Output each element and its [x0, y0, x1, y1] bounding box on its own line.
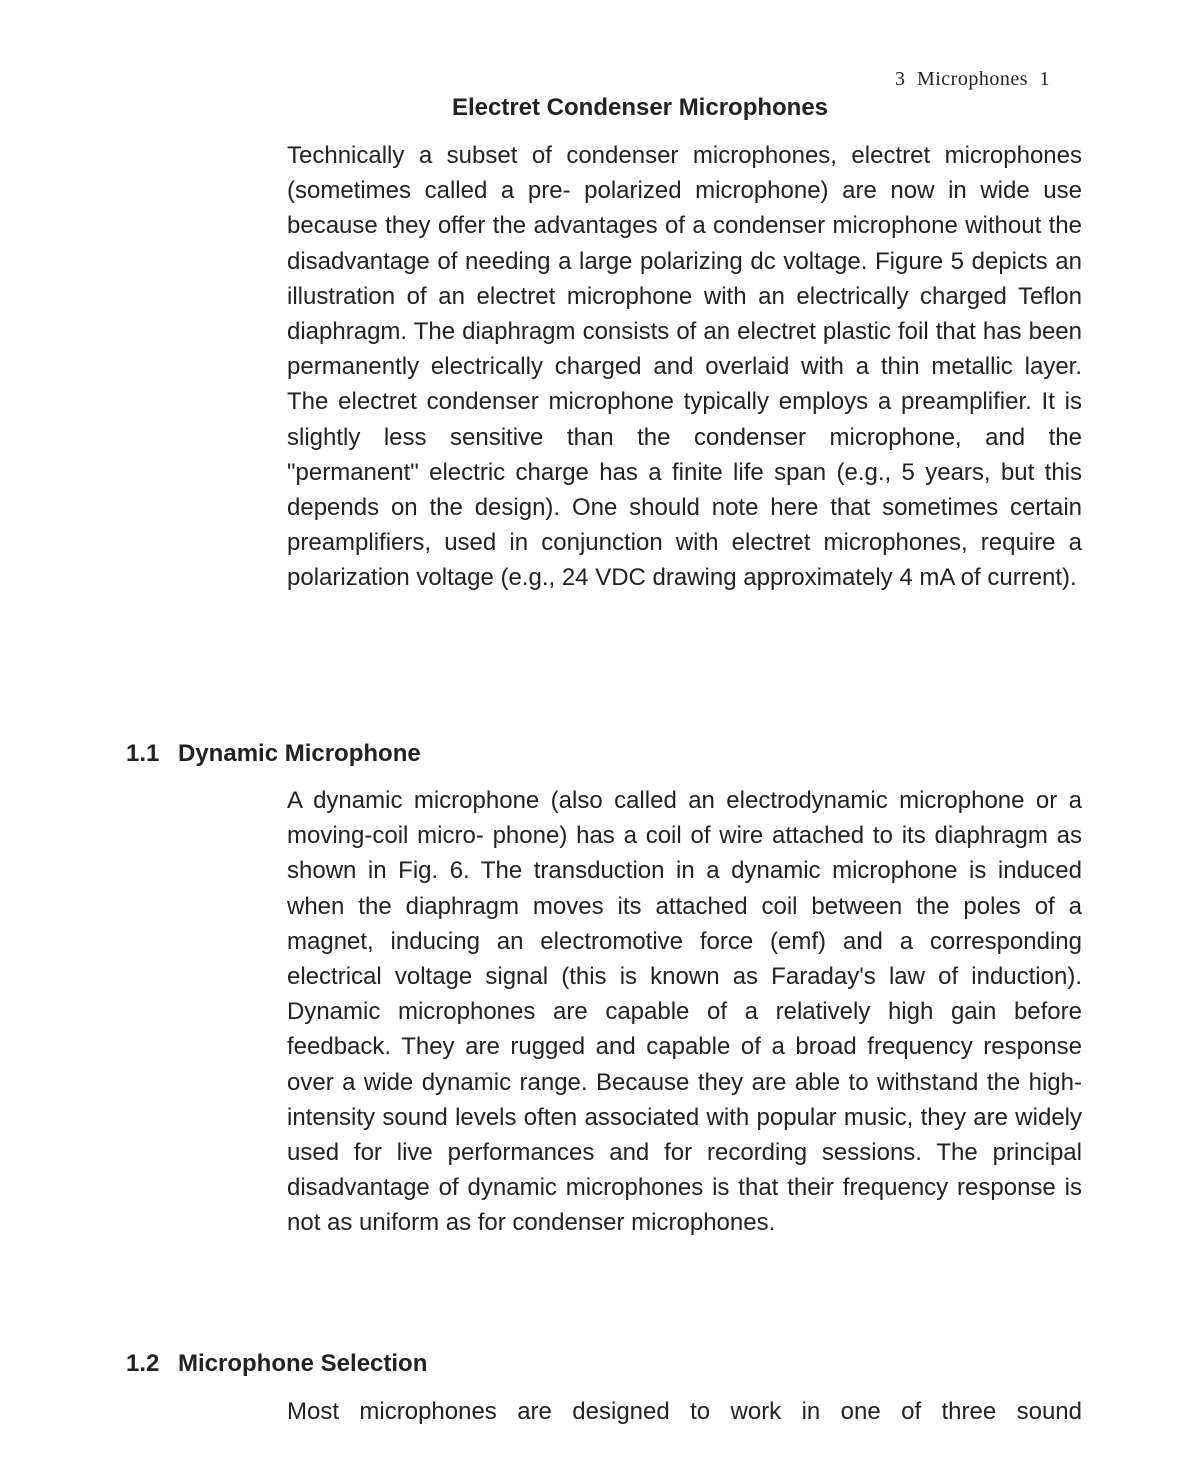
section-number: 1.2 — [126, 1350, 160, 1377]
paragraph-selection: Most microphones are designed to work in one of three sound — [287, 1398, 1082, 1425]
paragraph-dynamic: A dynamic microphone (also called an electrodynamic microphone or a moving-coil micro- phone) has a coil of wire attached to its diaphragm as shown in Fig. 6. The transduction in a dynamic microphone is induced when the diaphragm moves its attached coil between the poles of a magnet, inducing an electromotive force (emf) and a corresponding electrical voltage signal (this is known as Faraday's law of induction). Dynamic microphones are capable of a relatively high gain before feedback. They are rugged and capable of a broad frequency response over a wide dynamic range. Because they are able to withstand the high-intensity sound levels often associated with popular music, they are widely used for live performances and for recording sessions. The principal disadvantage of dynamic microphones is that their frequency response is not as uniform as for condenser microphones. — [287, 787, 1082, 1237]
section-title-electret: Electret Condenser Microphones — [451, 94, 829, 121]
heading-dynamic-microphone — [126, 740, 421, 768]
paragraph-electret: Technically a subset of condenser microphones, electret microphones (sometimes called a pre- polarized microphone) are now in wide use because they offer the advantages of a condenser microphone without the disadvantage of needing a large polarizing dc voltage. Figure 5 depicts an illustration of an electret microphone with an electrically charged Teflon diaphragm. The diaphragm consists of an electret plastic foil that has been permanently electrically charged and overlaid with a thin metallic layer. The electret condenser microphone typically employs a preamplifier. It is slightly less sensitive than the condenser microphone, and the "permanent" electric charge has a finite life span (e.g., 5 years, but this depends on the design). One should note here that sometimes certain preamplifiers, used in conjunction with electret microphones, require a polarization voltage (e.g., 24 VDC drawing approximately 4 mA of current). — [287, 142, 1082, 592]
section-number: 1.1 — [126, 740, 160, 767]
section-heading-text: Microphone Selection — [178, 1350, 428, 1377]
running-header: 3 Microphones 1 — [894, 68, 1050, 90]
heading-microphone-selection — [126, 1350, 427, 1378]
section-heading-text: Dynamic Microphone — [178, 740, 421, 767]
